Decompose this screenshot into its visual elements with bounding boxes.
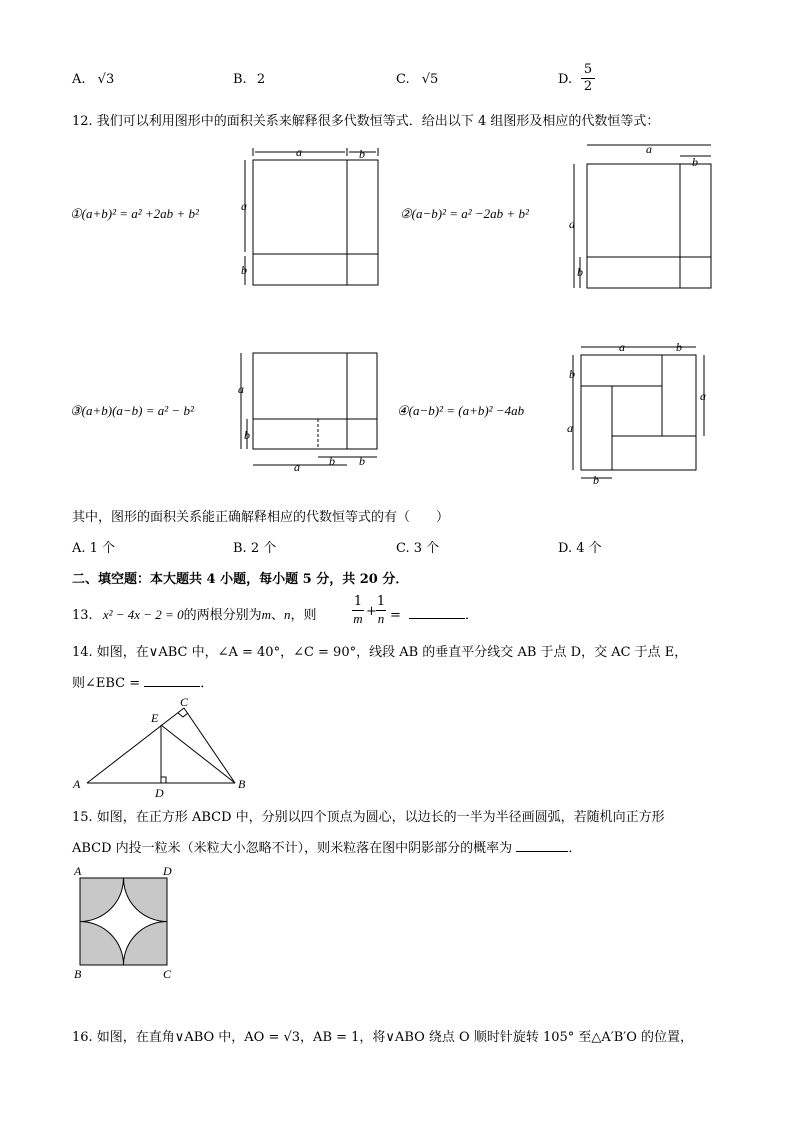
option-value: 2 — [256, 72, 266, 87]
q13-equals: = ． — [390, 608, 479, 623]
q12-option-a: A. 1 个 — [72, 541, 116, 556]
q12-option-c: C. 3 个 — [396, 541, 440, 556]
q15-line2: ABCD 内投一粒米（米粒大小忽略不计），则米粒落在图中阴影部分的概率为 ． — [72, 841, 582, 856]
fig2-a-label: a — [646, 142, 652, 156]
q16-line1: 16. 如图，在直角∨ABO 中，AO = √3，AB = 1，将∨ABO 绕点 O 顺时针旋转 105° 至△A′B′O 的位置， — [72, 1030, 694, 1045]
right-angle-d — [161, 777, 166, 783]
fraction-denominator: m — [353, 611, 363, 626]
q13-m: m — [261, 607, 271, 622]
fig4-diagram — [564, 338, 724, 488]
fig2-b-label-v: b — [577, 265, 583, 279]
q11-option-b — [233, 72, 265, 87]
fraction-numerator: 1 — [376, 594, 386, 609]
fig4-a-label: a — [619, 340, 625, 354]
fig3-b-label-2: b — [359, 454, 365, 468]
option-letter: B. — [233, 72, 247, 87]
option-letter: C. — [396, 72, 410, 87]
fig1-label: ①(a+b)² = a² +2ab + b² — [70, 206, 199, 221]
answer-blank[interactable] — [516, 839, 568, 852]
q13-n: n — [284, 607, 291, 622]
q13-number: 13. — [72, 608, 93, 623]
q14-line1: 14. 如图，在∨ABC 中，∠A = 40°，∠C = 90°，线段 AB 的垂直平分线交 AB 于点 D，交 AC 于点 E， — [72, 645, 688, 660]
point-d: D — [155, 786, 164, 800]
fig2-label: ②(a−b)² = a² −2ab + b² — [400, 206, 529, 221]
fraction-numerator: 1 — [353, 594, 363, 609]
fig3-b-label-v: b — [244, 428, 250, 442]
q11-option-c — [396, 72, 438, 87]
point-a: A — [74, 864, 82, 878]
fig1-b-label: b — [359, 147, 365, 161]
q14-line2: 则∠EBC = ． — [72, 676, 214, 691]
fig2-square — [587, 164, 711, 288]
fig3-rect — [253, 353, 377, 449]
fig3-b-label: b — [329, 454, 335, 468]
fraction-denominator: 2 — [583, 79, 593, 94]
option-value: √3 — [97, 72, 115, 87]
segment-ac — [87, 708, 184, 783]
point-c: C — [180, 695, 189, 709]
segment-cb — [184, 708, 235, 783]
q13-fraction-1 — [352, 594, 364, 627]
answer-blank[interactable] — [144, 674, 200, 687]
q13-fraction-2 — [376, 594, 386, 627]
fig4-label: ④(a−b)² = (a+b)² −4ab — [397, 403, 525, 418]
fig1-square — [253, 160, 378, 285]
point-b: B — [238, 777, 246, 791]
fig2-diagram — [566, 142, 726, 292]
q13-text1: 的两根分别为 — [183, 608, 262, 623]
fig1-b-label-v: b — [241, 263, 247, 277]
q11-option-a — [72, 72, 114, 87]
fig4-b-label: b — [676, 340, 682, 354]
q14-triangle-figure — [70, 694, 250, 800]
q15-square-figure — [70, 864, 180, 979]
fig1-diagram — [236, 146, 396, 296]
fig3-a-label-v: a — [238, 382, 244, 396]
fig4-square — [581, 355, 696, 470]
fig2-b-label: b — [692, 155, 698, 169]
point-c: C — [163, 967, 172, 981]
right-angle-c — [178, 713, 188, 717]
option-value: √5 — [421, 72, 439, 87]
fig3-diagram — [236, 347, 396, 477]
fig4-a-label-r: a — [700, 389, 706, 403]
fraction-denominator: n — [377, 611, 385, 626]
option-letter: A. — [72, 72, 86, 87]
fig4-b-label-v: b — [569, 367, 575, 381]
fig3-label: ③(a+b)(a−b) = a² − b² — [70, 403, 194, 418]
point-d: D — [163, 864, 172, 878]
q12-question: 其中，图形的面积关系能正确解释相应的代数恒等式的有（ ） — [72, 510, 450, 525]
point-b: B — [74, 967, 82, 981]
q12-stem: 12. 我们可以利用图形中的面积关系来解释很多代数恒等式．给出以下 4 组图形及相应的代数恒等式： — [72, 114, 660, 129]
fig1-a-label: a — [296, 145, 302, 159]
segment-eb — [161, 725, 235, 783]
fig4-a-label-v: a — [567, 421, 573, 435]
q13-sep: 、 — [271, 608, 285, 623]
q13-line — [72, 604, 317, 623]
fraction-numerator: 5 — [583, 62, 593, 77]
point-e: E — [151, 711, 159, 725]
answer-blank[interactable] — [409, 606, 465, 619]
option-letter: D. — [558, 72, 573, 87]
fig2-a-label-v: a — [569, 217, 575, 231]
fig1-a-label-v: a — [241, 199, 247, 213]
q15-line1: 15. 如图，在正方形 ABCD 中，分别以四个顶点为圆心，以边长的一半为半径画圆弧，若随机向正方形 — [72, 810, 665, 825]
fig3-a-label: a — [294, 460, 300, 474]
q13-text2: ，则 — [290, 608, 317, 623]
q13-equation: x² − 4x − 2 = 0 — [102, 607, 184, 622]
point-a: A — [73, 777, 81, 791]
section-heading: 二、填空题：本大题共 4 小题，每小题 5 分，共 20 分． — [72, 572, 409, 587]
q13-plus: + — [366, 604, 377, 619]
q12-option-b: B. 2 个 — [233, 541, 277, 556]
q12-option-d: D. 4 个 — [558, 541, 602, 556]
q11-option-d — [558, 72, 572, 87]
fig4-b-label-bottom: b — [593, 473, 599, 487]
q11-option-d-fraction — [581, 62, 595, 95]
